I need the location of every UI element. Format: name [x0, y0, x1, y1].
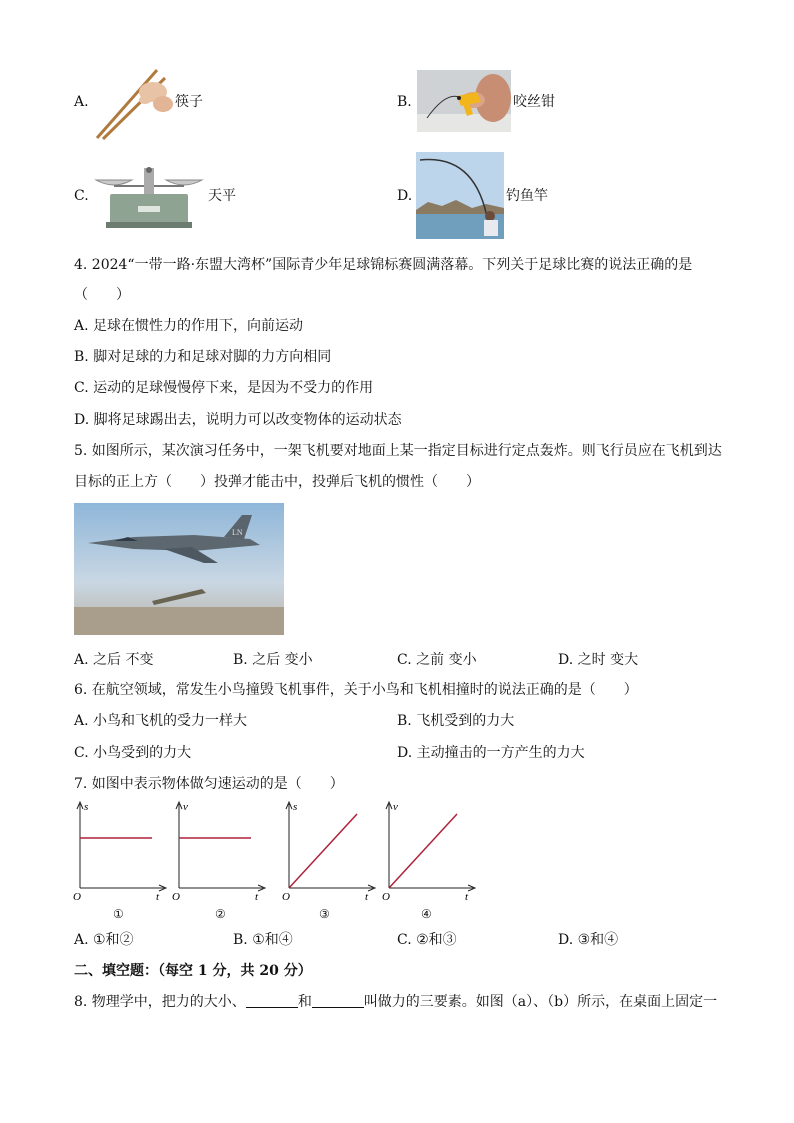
q6-option-b: B. 飞机受到的力大: [397, 713, 515, 729]
chopsticks-icon: [93, 66, 173, 140]
q5-option-b: B. 之后 变小: [233, 652, 313, 668]
q8-stem: [74, 993, 717, 1011]
q5-option-a: A. 之后 不变: [74, 652, 154, 668]
q8-part1: 8. 物理学中，把力的大小、: [74, 994, 246, 1010]
option-a-label: 筷子: [175, 94, 203, 110]
q7-option-c: C. ②和③: [397, 932, 457, 948]
q6-option-a: A. 小鸟和飞机的受力一样大: [74, 713, 248, 729]
graph-4: [381, 798, 481, 902]
q4-option-b: B. 脚对足球的力和足球对脚的力方向相同: [74, 349, 332, 365]
q4-stem-line1: 4. 2024“一带一路·东盟大湾杯”国际青少年足球锦标赛圆满落幕。下列关于足球比赛的说法正确的是: [74, 257, 693, 273]
graph-2: [171, 798, 271, 902]
graph-1-caption: ①: [113, 907, 124, 921]
option-d-label: 钓鱼竿: [506, 188, 548, 204]
graph-2-xlabel: t: [255, 891, 259, 902]
q7-option-a: A. ①和②: [74, 932, 134, 948]
q6-option-d: D. 主动撞击的一方产生的力大: [397, 745, 585, 761]
q7-option-d: D. ③和④: [558, 932, 619, 948]
graph-3: [281, 798, 381, 902]
option-b-label: 咬丝钳: [513, 94, 555, 110]
q7-option-b: B. ①和④: [233, 932, 293, 948]
option-a-letter: A.: [74, 94, 89, 110]
graph-4-xlabel: t: [465, 891, 469, 902]
q5-option-d: D. 之时 变大: [558, 652, 639, 668]
q7-stem: 7. 如图中表示物体做匀速运动的是（ ）: [74, 776, 344, 792]
graph-2-origin: O: [172, 891, 180, 902]
graph-1-ylabel: s: [84, 801, 89, 813]
graph-3-origin: O: [282, 891, 290, 902]
balance-scale-icon: [92, 164, 206, 230]
answer-blank-2[interactable]: [312, 993, 364, 1008]
q6-stem: 6. 在航空领域，常发生小鸟撞毁飞机事件，关于小鸟和飞机相撞时的说法正确的是（ ）: [74, 682, 638, 698]
q4-option-d: D. 脚将足球踢出去，说明力可以改变物体的运动状态: [74, 412, 402, 428]
graph-2-caption: ②: [215, 907, 226, 921]
graph-4-origin: O: [382, 891, 390, 902]
graph-1-xlabel: t: [156, 891, 160, 902]
q4-option-c: C. 运动的足球慢慢停下来，是因为不受力的作用: [74, 380, 374, 396]
fighter-jet-photo: [74, 503, 284, 635]
option-c-letter: C.: [74, 188, 89, 204]
option-c-label: 天平: [208, 188, 236, 204]
graph-4-caption: ④: [421, 907, 432, 921]
q6-option-c: C. 小鸟受到的力大: [74, 745, 192, 761]
fishing-rod-icon: [416, 152, 504, 239]
graph-3-xlabel: t: [365, 891, 369, 902]
tail-code: LN: [232, 528, 243, 537]
q5-stem-line2: 目标的正上方（ ）投弹才能击中，投弹后飞机的惯性（ ）: [74, 474, 480, 490]
answer-blank-1[interactable]: [246, 993, 298, 1008]
graph-1-origin: O: [73, 891, 81, 902]
option-b-letter: B.: [397, 94, 412, 110]
q5-option-c: C. 之前 变小: [397, 652, 477, 668]
graph-3-ylabel: s: [293, 801, 298, 813]
graph-3-caption: ③: [319, 907, 330, 921]
q8-part3: 叫做力的三要素。如图（a）、（b）所示，在桌面上固定一: [363, 994, 718, 1010]
graph-2-ylabel: v: [183, 801, 188, 813]
q4-option-a: A. 足球在惯性力的作用下，向前运动: [74, 318, 304, 334]
graph-4-ylabel: v: [393, 801, 398, 813]
graph-1: [72, 798, 172, 902]
q4-stem-line2: （ ）: [74, 287, 130, 303]
section-title: 二、填空题：（每空 1 分，共 20 分）: [74, 963, 312, 979]
option-d-letter: D.: [397, 188, 413, 204]
pliers-icon: [417, 70, 511, 132]
q5-stem-line1: 5. 如图所示，某次演习任务中，一架飞机要对地面上某一指定目标进行定点轰炸。则飞行员应在飞机到达: [74, 443, 722, 459]
q8-part2: 和: [297, 994, 312, 1010]
